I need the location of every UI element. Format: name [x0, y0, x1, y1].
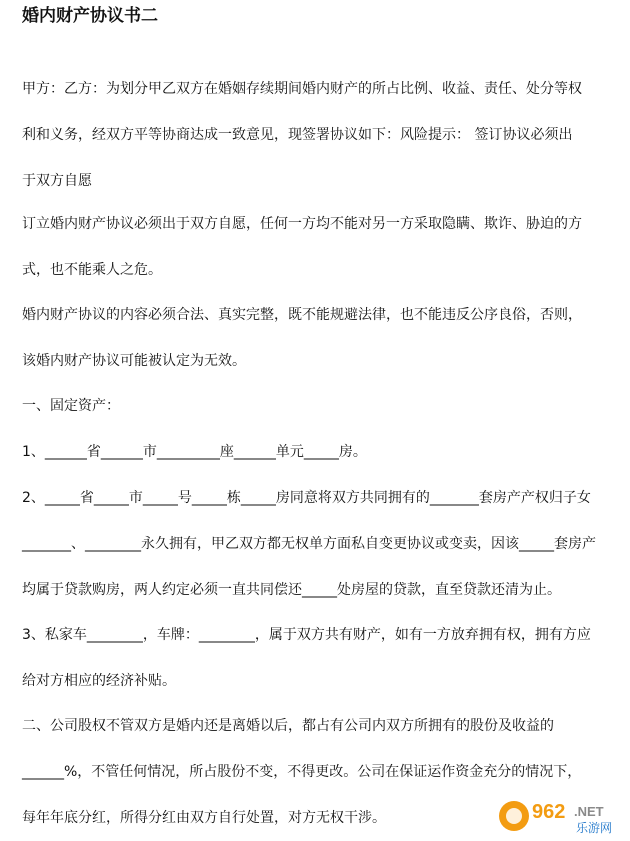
watermark-subtitle: 乐游网	[576, 821, 613, 835]
text-line: 甲方：乙方：为划分甲乙双方在婚姻存续期间婚内财产的所占比例、收益、责任、处分等权	[22, 81, 582, 97]
watermark-suffix: .NET	[574, 804, 604, 819]
watermark-brand: 962	[532, 801, 566, 823]
text-line: 每年年底分红，所得分红由双方自行处置，对方无权干涉。	[22, 810, 386, 826]
text-line: ______%，不管任何情况，所占股份不变，不得更改。公司在保证运作资金充分的情况下，	[22, 764, 582, 780]
text-line: _______、________永久拥有，甲乙双方都无权单方面私自变更协议或变卖，因该_____套房产	[22, 536, 596, 552]
clause-1	[22, 429, 614, 475]
paragraph-voluntary	[22, 201, 614, 293]
paragraph-legality	[22, 292, 614, 384]
text-line: 均属于贷款购房，两人约定必须一直共同偿还_____处房屋的贷款，直至贷款还清为止。	[22, 582, 561, 598]
section-heading-fixed-assets	[22, 383, 614, 429]
text-line: 该婚内财产协议可能被认定为无效。	[22, 353, 246, 369]
text-line: 于双方自愿	[22, 173, 92, 189]
text-line: 订立婚内财产协议必须出于双方自愿，任何一方均不能对另一方采取隐瞒、欺诈、胁迫的方	[22, 216, 582, 232]
text-line: 1、______省______市_________座______单元_____房。	[22, 444, 367, 460]
text-line: 一、固定资产：	[22, 398, 120, 414]
paragraph-intro	[22, 66, 614, 204]
watermark-ring-icon	[506, 808, 522, 824]
text-line: 2、_____省_____市_____号_____栋_____房同意将双方共同拥有的_______套房产产权归子女	[22, 490, 591, 506]
document-title: 婚内财产协议书二	[22, 6, 158, 26]
text-line: 式，也不能乘人之危。	[22, 262, 162, 278]
text-line: 给对方相应的经济补贴。	[22, 673, 176, 689]
site-watermark-logo	[496, 796, 624, 836]
text-line: 3、私家车________，车牌：________，属于双方共有财产，如有一方放弃拥有权，拥有方应	[22, 627, 591, 643]
text-line: 婚内财产协议的内容必须合法、真实完整，既不能规避法律，也不能违反公序良俗，否则，	[22, 307, 582, 323]
text-line: 利和义务，经双方平等协商达成一致意见，现签署协议如下：风险提示： 签订协议必须出	[22, 127, 573, 143]
clause-2	[22, 475, 614, 613]
clause-3	[22, 612, 614, 704]
text-line: 二、公司股权不管双方是婚内还是离婚以后，都占有公司内双方所拥有的股份及收益的	[22, 718, 554, 734]
